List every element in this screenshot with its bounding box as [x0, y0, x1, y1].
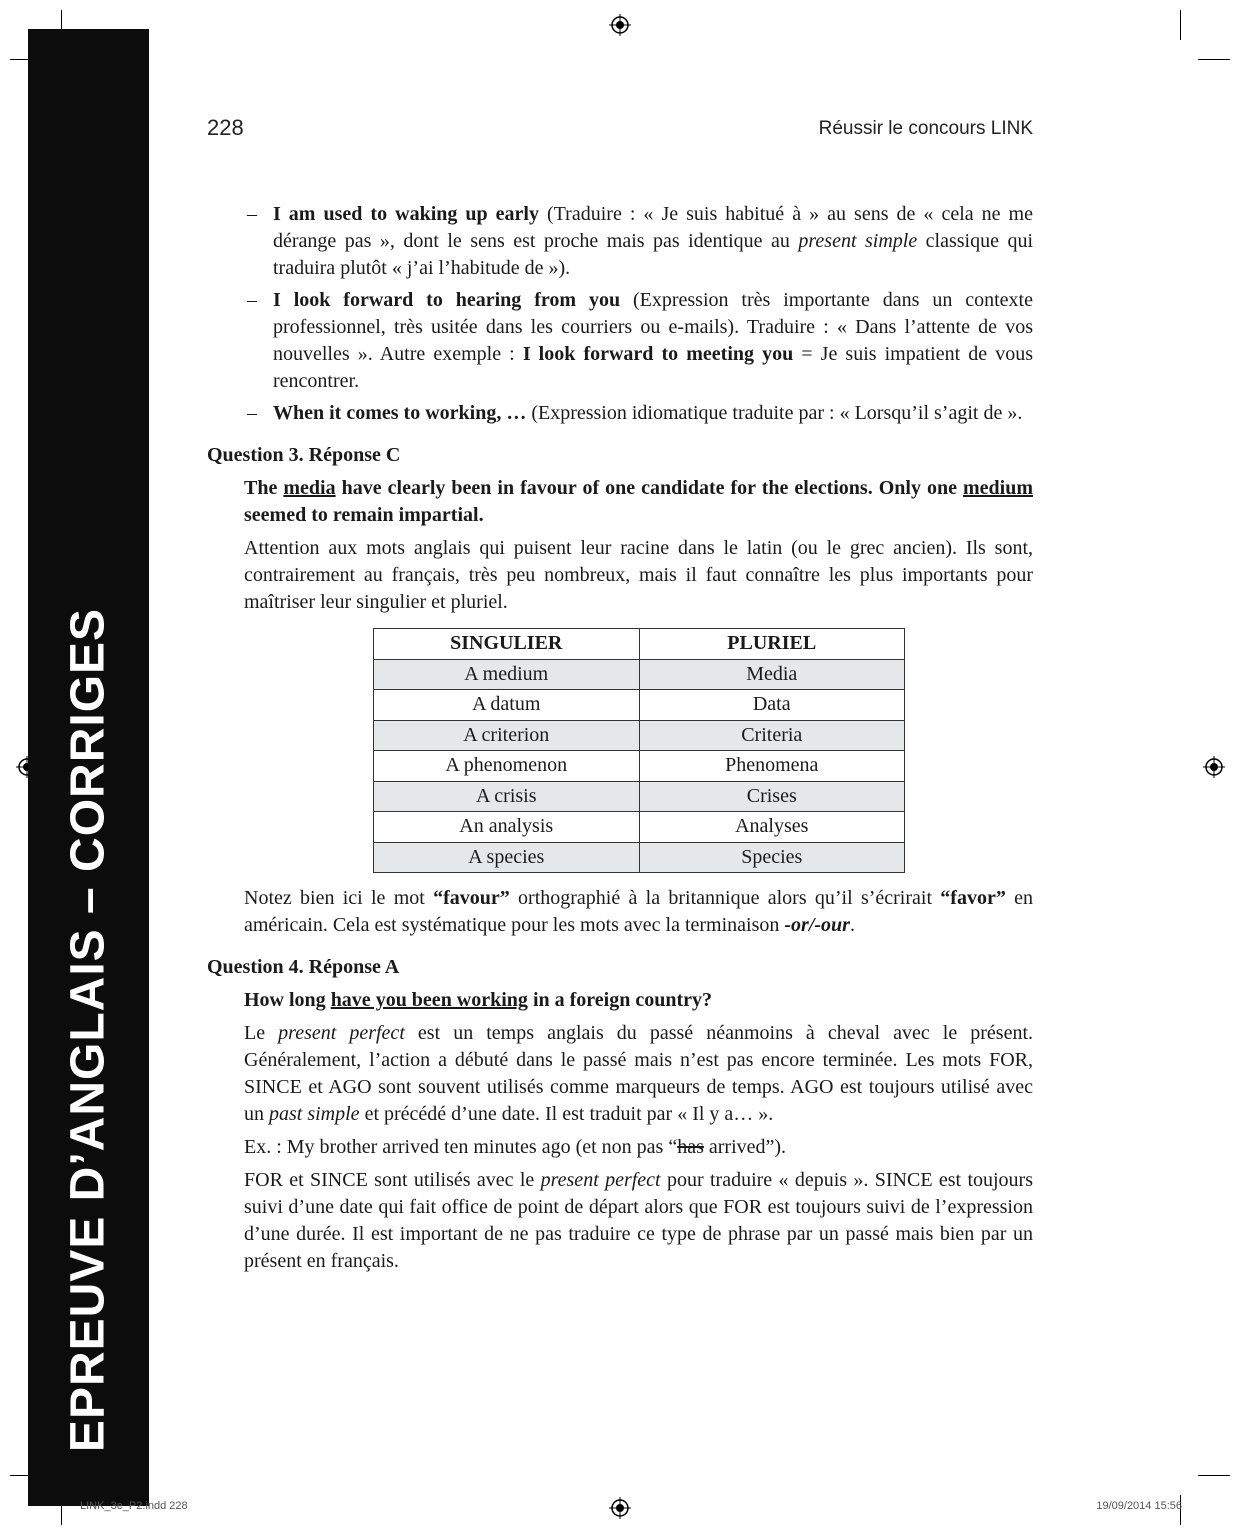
list-item: [207, 287, 1033, 395]
registration-mark-icon: [609, 14, 631, 36]
paragraph-text: arrived”).: [703, 1136, 787, 1158]
singular-plural-table: [373, 628, 905, 873]
table-row: [374, 720, 905, 751]
bullet-text: = Je suis impatient de vous rencontrer.: [273, 343, 1033, 392]
side-tab-label: EPREUVE D’ANGLAIS – CORRIGES: [61, 607, 115, 1453]
underlined-word: medium: [963, 477, 1034, 499]
table-cell: A crisis: [374, 781, 640, 812]
table-cell: Media: [639, 659, 905, 690]
table-cell: A datum: [374, 690, 640, 721]
list-item: [207, 400, 1033, 427]
table-cell: Crises: [639, 781, 905, 812]
note-text: en américain. Cela est systématique pour les mots avec la terminaison: [244, 887, 1033, 936]
paragraph-text: Le: [244, 1022, 279, 1044]
table-row: [374, 812, 905, 843]
question-4-example-sentence: [244, 1134, 1033, 1161]
example-text: have clearly been in favour of one candidate for the elections. Only one: [335, 477, 964, 499]
dash-bullet: –: [247, 402, 257, 424]
question-4-example: [244, 987, 1033, 1014]
registration-mark-icon: [609, 1497, 631, 1519]
table-row: [374, 842, 905, 873]
example-text: seemed to remain impartial.: [244, 504, 484, 526]
table-row: [374, 690, 905, 721]
question-4-paragraph: [244, 1167, 1033, 1275]
paragraph-text: est un temps anglais du passé néanmoins à cheval avec le présent. Généralement, l’action a débuté dans le passé mais n’est pas encore terminée. Les mots FOR, SINCE et AGO sont souvent utilisés comme marqueurs de temps. AGO est toujours utilisé avec un: [244, 1022, 1033, 1125]
table-header: SINGULIER: [374, 629, 640, 660]
page-number: 228: [207, 115, 244, 140]
crop-mark: [1198, 59, 1230, 60]
table-cell: A species: [374, 842, 640, 873]
table-cell: Species: [639, 842, 905, 873]
list-item: [207, 201, 1033, 282]
bullet-term: I am used to waking up early: [273, 203, 539, 225]
bullet-term: I look forward to meeting you: [522, 343, 794, 365]
example-text: in a foreign country?: [527, 989, 713, 1011]
table-cell: An analysis: [374, 812, 640, 843]
paragraph-text: pour traduire « depuis ». SINCE est toujours suivi d’une date qui fait office de point de départ alors que FOR est toujours suivi de l’expression d’une durée. Il est important de ne pas traduire ce type de phrase par un passé mais bien par un présent en français.: [244, 1169, 1033, 1272]
registration-mark-icon: [1203, 756, 1225, 778]
example-text: The: [244, 477, 284, 499]
question-4-paragraph: [244, 1020, 1033, 1128]
struck-word: has: [677, 1136, 704, 1158]
bullet-text: (Expression très importante dans un contexte professionnel, très usitée dans les courriers ou e-mails). Traduire : « Dans l’attente de vos nouvelles ». Autre exemple :: [273, 289, 1033, 365]
dash-bullet: –: [247, 203, 257, 225]
table-row: [374, 781, 905, 812]
bullet-italic: present simple: [798, 230, 918, 252]
bullet-text: (Expression idiomatique traduite par : « Lorsqu’il s’agit de ».: [526, 402, 1023, 424]
question-3-example: [244, 475, 1033, 529]
note-text: orthographié à la britannique alors qu’il s’écrirait: [509, 887, 941, 909]
footer-timestamp: 19/09/2014 15:56: [1096, 1500, 1182, 1512]
italic-term: present perfect: [278, 1022, 405, 1044]
paragraph-text: FOR et SINCE sont utilisés avec le: [244, 1169, 541, 1191]
table-row: [374, 659, 905, 690]
bullet-text: (Traduire : « Je suis habitué à » au sens de « cela ne me dérange pas », dont le sens est proche mais pas identique au: [273, 203, 1033, 252]
italic-term: present perfect: [540, 1169, 661, 1191]
bullet-term: I look forward to hearing from you: [273, 289, 621, 311]
paragraph-text: et précédé d’une date. Il est traduit par « Il y a… ».: [359, 1103, 774, 1125]
table-cell: Criteria: [639, 720, 905, 751]
table-header: PLURIEL: [639, 629, 905, 660]
table-cell: A criterion: [374, 720, 640, 751]
table-cell: Phenomena: [639, 751, 905, 782]
question-3-heading: Question 3. Réponse C: [207, 444, 401, 466]
underlined-word: media: [283, 477, 336, 499]
dash-bullet: –: [247, 289, 257, 311]
note-term: “favour”: [433, 887, 510, 909]
bullet-text: classique qui traduira plutôt « j’ai l’habitude de »).: [273, 230, 1034, 279]
table-cell: A medium: [374, 659, 640, 690]
table-row: [374, 751, 905, 782]
italic-term: past simple: [269, 1103, 360, 1125]
question-4-heading: Question 4. Réponse A: [207, 956, 400, 978]
note-text: Notez bien ici le mot: [244, 887, 434, 909]
running-title: Réussir le concours LINK: [818, 118, 1033, 139]
note-text: .: [849, 914, 855, 936]
example-text: How long: [244, 989, 331, 1011]
footer-file-label: LINK_3e_P2.indd 228: [80, 1500, 188, 1512]
note-term: -or/-our: [784, 914, 850, 936]
bullet-term: When it comes to working, …: [273, 402, 527, 424]
crop-mark: [1180, 10, 1181, 40]
table-cell: Data: [639, 690, 905, 721]
table-cell: Analyses: [639, 812, 905, 843]
paragraph-text: Ex. : My brother arrived ten minutes ago (et non pas “: [244, 1136, 678, 1158]
question-3-note: [244, 885, 1033, 939]
page-content: [207, 201, 1033, 1281]
note-term: “favor”: [940, 887, 1006, 909]
underlined-phrase: have you been working: [330, 989, 528, 1011]
question-3-paragraph: Attention aux mots anglais qui puisent leur racine dans le latin (ou le grec ancien). Ils sont, contrairement au français, très peu nombreux, mais il faut connaître les plus importants pour maîtriser leur singulier et pluriel.: [244, 537, 1033, 613]
table-cell: A phenomenon: [374, 751, 640, 782]
crop-mark: [1198, 1475, 1230, 1476]
